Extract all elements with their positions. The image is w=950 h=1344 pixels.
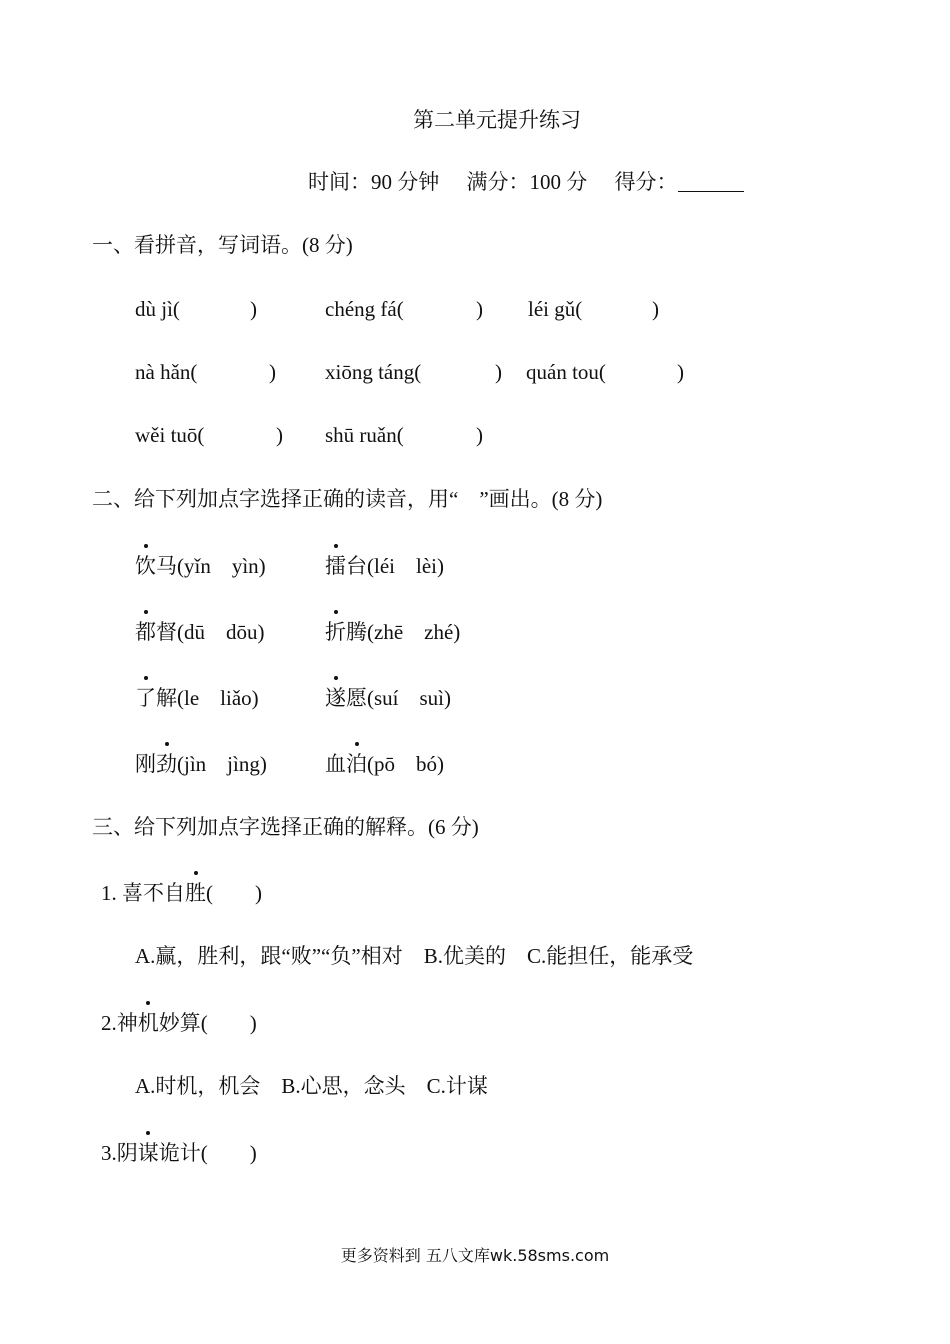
- pinyin-item[interactable]: quán tou(: [526, 360, 606, 384]
- exam-meta: [308, 168, 766, 196]
- reading-item[interactable]: 刚劲(jìn jìng): [135, 752, 267, 776]
- dotted-char: 擂: [325, 554, 346, 578]
- section1-heading: 一、看拼音，写词语。(8 分): [92, 233, 353, 257]
- section3-heading: 三、给下列加点字选择正确的解释。(6 分): [92, 815, 479, 839]
- pinyin-item[interactable]: wěi tuō(: [135, 423, 205, 447]
- dotted-char: 了: [135, 686, 156, 710]
- pinyin-item[interactable]: léi gǔ(: [528, 297, 583, 321]
- dotted-char: 饮: [135, 554, 156, 578]
- section2-heading: 二、给下列加点字选择正确的读音，用“ ”画出。(8 分): [92, 487, 603, 511]
- pinyin-close: ): [269, 360, 276, 384]
- page-title: 第二单元提升练习: [413, 108, 581, 132]
- dotted-char: 劲: [156, 752, 177, 776]
- dotted-char: 遂: [325, 686, 346, 710]
- pinyin-item[interactable]: xiōng táng(: [325, 360, 422, 384]
- pinyin-close: ): [250, 297, 257, 321]
- dotted-char: 折: [325, 620, 346, 644]
- dotted-char: 都: [135, 620, 156, 644]
- question-2[interactable]: 2.神机妙算( ): [101, 1011, 257, 1035]
- dotted-char: 机: [137, 1011, 159, 1035]
- reading-item[interactable]: 饮马(yǐn yìn): [135, 554, 266, 578]
- pinyin-item[interactable]: chéng fá(: [325, 297, 404, 321]
- dotted-char: 胜: [185, 881, 206, 905]
- reading-item[interactable]: 都督(dū dōu): [135, 620, 265, 644]
- pinyin-close: ): [652, 297, 659, 321]
- question-1[interactable]: 1. 喜不自胜( ): [101, 881, 262, 905]
- reading-item[interactable]: 遂愿(suí suì): [325, 686, 451, 710]
- dotted-char: 谋: [137, 1141, 159, 1165]
- question-1-options: A.赢，胜利，跟“败”“负”相对 B.优美的 C.能担任，能承受: [135, 944, 694, 968]
- pinyin-item[interactable]: nà hǎn(: [135, 360, 198, 384]
- reading-item[interactable]: 折腾(zhē zhé): [325, 620, 461, 644]
- pinyin-close: ): [476, 423, 483, 447]
- pinyin-close: ): [276, 423, 283, 447]
- reading-item[interactable]: 血泊(pō bó): [325, 752, 444, 776]
- dotted-char: 泊: [346, 752, 367, 776]
- score-blank[interactable]: [678, 169, 744, 192]
- pinyin-close: ): [476, 297, 483, 321]
- score-label: 得分：: [614, 170, 678, 194]
- question-2-options: A.时机，机会 B.心思，念头 C.计谋: [135, 1074, 488, 1098]
- pinyin-item[interactable]: shū ruǎn(: [325, 423, 404, 447]
- pinyin-item[interactable]: dù jì(: [135, 297, 180, 321]
- reading-item[interactable]: 擂台(léi lèi): [325, 554, 444, 578]
- pinyin-close: ): [495, 360, 502, 384]
- footer-watermark: 更多资料到 五八文库wk.58sms.com: [340, 1246, 610, 1265]
- question-3[interactable]: 3.阴谋诡计( ): [101, 1141, 257, 1165]
- full-score: 满分：100 分: [466, 170, 588, 194]
- pinyin-close: ): [677, 360, 684, 384]
- time-limit: 时间：90 分钟: [308, 170, 440, 194]
- reading-item[interactable]: 了解(le liǎo): [135, 686, 259, 710]
